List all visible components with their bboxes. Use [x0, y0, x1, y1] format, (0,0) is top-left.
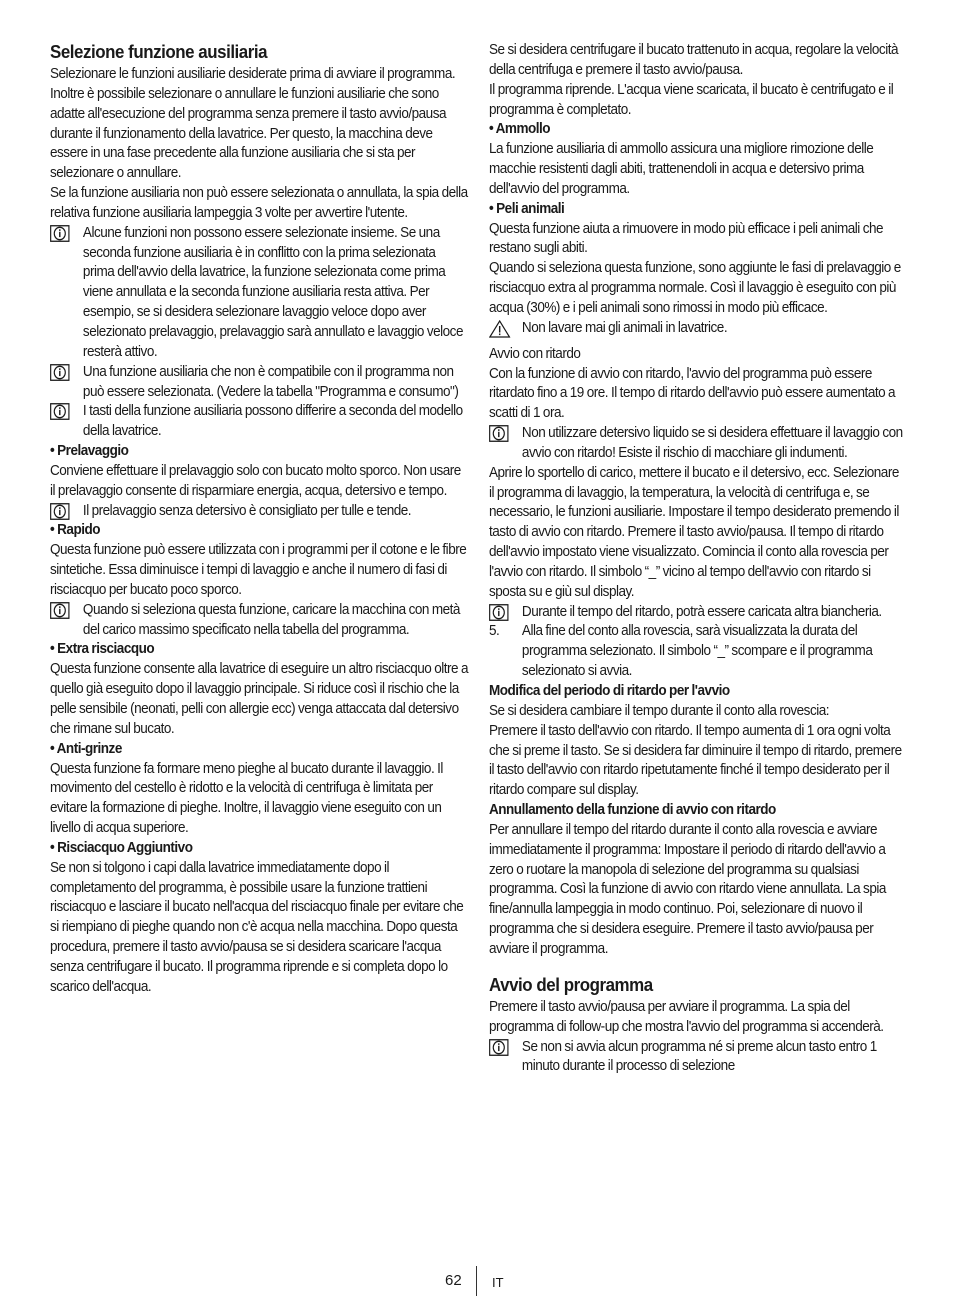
paragraph: Premere il tasto dell'avvio con ritardo. Il tempo aumenta di 1 ora ogni volta che si preme il tasto. Se si desidera far diminuire il tempo di ritardo, premere il tasto dell'avvio con ritardo ripetutamente finché il tempo desiderato per il ritardo compare sul display.: [489, 721, 902, 799]
info-icon: [489, 1037, 522, 1056]
info-icon: [50, 600, 83, 619]
subheading-avvio-con-ritardo: Avvio con ritardo: [489, 344, 581, 362]
paragraph: Se non si tolgono i capi dalla lavatrice immediatamente dopo il completamento del programma, è possibile usare la funzione trattieni risciacquo e lasciare il bucato nell'acqua del risciacquo finale per evitare che si riempiano di pieghe quando non c'è acqua nella macchina. Dopo questa procedura, premere il tasto avvio/pausa se si desidera scaricare l'acqua senza centrifugare il bucato. Il programma riprende e si completa dopo lo scarico dell'acqua.: [50, 858, 464, 995]
paragraph: Aprire lo sportello di carico, mettere il bucato e il detersivo, ecc. Selezionare il programma di lavaggio, la temperatura, la velocità di centrifuga e, se necessario, le funzioni ausiliarie. Impostare il tempo desiderato premendo il tasto di avvio con ritardo. Premere il tasto avvio/pausa. Il tempo di ritardo dell'avvio impostato viene visualizzato. Comincia il conto alla rovescia per l'avvio con ritardo. Il simbolo “_” vicino al tempo dell'avvio con ritardo si sposta su e giù sul display.: [489, 463, 899, 600]
note-text: Alcune funzioni non possono essere selezionate insieme. Se una seconda funzione ausiliaria è in conflitto con la prima selezionata prima dell'avvio della lavatrice, la funzione selezionata come prima viene annullata e la seconda funzione ausiliaria resta attiva. Per esempio, se si desidera selezionare lavaggio veloce dopo aver selezionato prelavaggio, prelavaggio sarà annullato e lavaggio veloce resterà attivo.: [82, 223, 463, 360]
info-icon: [489, 602, 522, 621]
info-note: [50, 501, 469, 521]
info-icon: [50, 401, 83, 420]
paragraph: Questa funzione consente alla lavatrice di eseguire un altro risciacquo oltre a quello già eseguito dopo il lavaggio principale. Si riduce così il rischio che la pelle sensibile (neonati, pelli con allergie ecc) venga attaccata dal detersivo che rimane sul bucato.: [50, 660, 469, 737]
paragraph: Questa funzione fa formare meno pieghe al bucato durante il lavaggio. Il movimento del cestello è ridotto e la velocità di centrifuga è limitata per evitare la formazione di pieghe. Inoltre, il lavaggio viene eseguito con un livello di acqua superiore.: [50, 759, 443, 837]
paragraph: Selezionare le funzioni ausiliarie desiderate prima di avviare il programma. Inoltre è possibile selezionare o annullare le funzioni ausiliarie che sono adatte all'esecuzione del programma senza premere il tasto avvio/pausa durante il funzionamento della lavatrice. Per questo, la macchina deve essere in una fase precedente alla funzione ausiliaria che si sta per selezionare o annullare.: [50, 65, 456, 182]
paragraph: Se si desidera cambiare il tempo durante il conto alla rovescia:: [489, 701, 830, 719]
note-text: Non utilizzare detersivo liquido se si desidera effettuare il lavaggio con avvio con ritardo! Esiste il rischio di macchiare gli indumenti.: [521, 424, 903, 461]
info-icon: [50, 501, 83, 520]
info-note: [489, 423, 906, 463]
step-text: Alla fine del conto alla rovescia, sarà visualizzata la durata del programma selezionato. Il simbolo “_” scompare e il programma selezionato si avvia.: [521, 622, 873, 680]
paragraph: Con la funzione di avvio con ritardo, l'avvio del programma può essere ritardato fino a 19 ore. Il tempo di ritardo dell'avvio può essere aumentato a scatti di 1 ora.: [489, 364, 896, 422]
paragraph: Se la funzione ausiliaria non può essere selezionata o annullata, la spia della relativa funzione ausiliaria lampeggia 3 volte per avvertire l'utente.: [50, 184, 468, 221]
subheading-peli-animali: • Peli animali: [489, 199, 565, 217]
info-icon: [50, 362, 83, 381]
subheading-anti-grinze: • Anti-grinze: [50, 739, 122, 757]
subheading-rapido: • Rapido: [50, 521, 101, 539]
info-note: [50, 362, 469, 402]
section-heading-avvio-programma: Avvio del programma: [489, 973, 653, 995]
section-heading-auxiliary: Selezione funzione ausiliaria: [50, 41, 268, 62]
note-text: I tasti della funzione ausiliaria possono differire a seconda del modello della lavatrice.: [82, 402, 463, 440]
note-text: Quando si seleziona questa funzione, caricare la macchina con metà del carico massimo specificato nella tabella del programma.: [82, 600, 460, 638]
subheading-modifica: Modifica del periodo di ritardo per l'avvio: [489, 682, 730, 699]
subheading-risciacquo-aggiuntivo: • Risciacquo Aggiuntivo: [50, 838, 193, 856]
paragraph: Per annullare il tempo del ritardo durante il conto alla rovescia e avviare immediatamente il programma: Impostare il periodo di ritardo dell'avvio a zero o ruotare la manopola di selezione del programma su qualsiasi programma. Così la funzione di avvio con ritardo viene annullata. La spia fine/annulla lampeggia in modo continuo. Poi, selezionare di nuovo il programma che si desidera eseguire. Premere il tasto avvio/pausa per avviare il programma.: [489, 820, 886, 957]
footer-divider: [476, 1266, 477, 1296]
paragraph: Premere il tasto avvio/pausa per avviare il programma. La spia del programma di follow-up che mostra l'avvio del programma si accenderà.: [489, 997, 884, 1035]
subheading-ammollo: • Ammollo: [489, 120, 551, 138]
paragraph: Se si desidera centrifugare il bucato trattenuto in acqua, regolare la velocità della centrifuga e premere il tasto avvio/pausa.: [489, 41, 898, 78]
info-icon: [489, 423, 522, 442]
warning-icon: [489, 318, 522, 344]
paragraph: Quando si seleziona questa funzione, sono aggiunte le fasi di prelavaggio e risciacquo extra al programma normale. Così il lavaggio è eseguito con più acqua (30%) e i peli animali sono rimossi in modo più efficace.: [489, 259, 901, 316]
numbered-step: [489, 621, 906, 681]
paragraph: Il programma riprende. L'acqua viene scaricata, il bucato è centrifugato e il programma è completato.: [489, 80, 894, 118]
paragraph: Questa funzione può essere utilizzata con i programmi per il cotone e le fibre sintetiche. Essa diminuisce i tempi di lavaggio e anche il numero di fasi di risciacquo per bucato poco sporco.: [50, 541, 467, 598]
warning-text: Non lavare mai gli animali in lavatrice.: [521, 318, 728, 336]
paragraph: La funzione ausiliaria di ammollo assicura una migliore rimozione delle macchie resistenti dagli abiti, trattenendoli in acqua e detersivo prima dell'avvio del programma.: [489, 140, 874, 197]
step-number: 5.: [489, 622, 500, 640]
right-column: [489, 40, 907, 1076]
info-note: [50, 401, 469, 441]
language-code: IT: [492, 1275, 504, 1290]
left-column: [50, 40, 470, 997]
page-number: 62: [445, 1272, 462, 1289]
info-note: [489, 1037, 906, 1077]
paragraph: Questa funzione aiuta a rimuovere in modo più efficace i peli animali che restano sugli abiti.: [489, 219, 884, 257]
subheading-prelavaggio: • Prelavaggio: [50, 442, 129, 460]
subheading-annullamento: Annullamento della funzione di avvio con ritardo: [489, 801, 776, 819]
note-text: Una funzione ausiliaria che non è compatibile con il programma non può essere selezionata. (Vedere la tabella "Programma e consumo"): [82, 362, 459, 400]
info-note: [50, 600, 469, 640]
info-icon: [50, 223, 83, 242]
note-text: Durante il tempo del ritardo, potrà essere caricata altra biancheria.: [521, 602, 882, 620]
paragraph: Conviene effettuare il prelavaggio solo con bucato molto sporco. Non usare il prelavaggio consente di risparmiare energia, acqua, detersivo e tempo.: [50, 461, 461, 499]
info-note: [489, 602, 906, 622]
note-text: Il prelavaggio senza detersivo è consigliato per tulle e tende.: [82, 501, 412, 519]
info-note: [50, 223, 469, 362]
warning-note: [489, 318, 906, 344]
subheading-extra-risciacquo: • Extra risciacquo: [50, 640, 155, 658]
note-text: Se non si avvia alcun programma né si preme alcun tasto entro 1 minuto durante il processo di selezione: [521, 1037, 877, 1075]
